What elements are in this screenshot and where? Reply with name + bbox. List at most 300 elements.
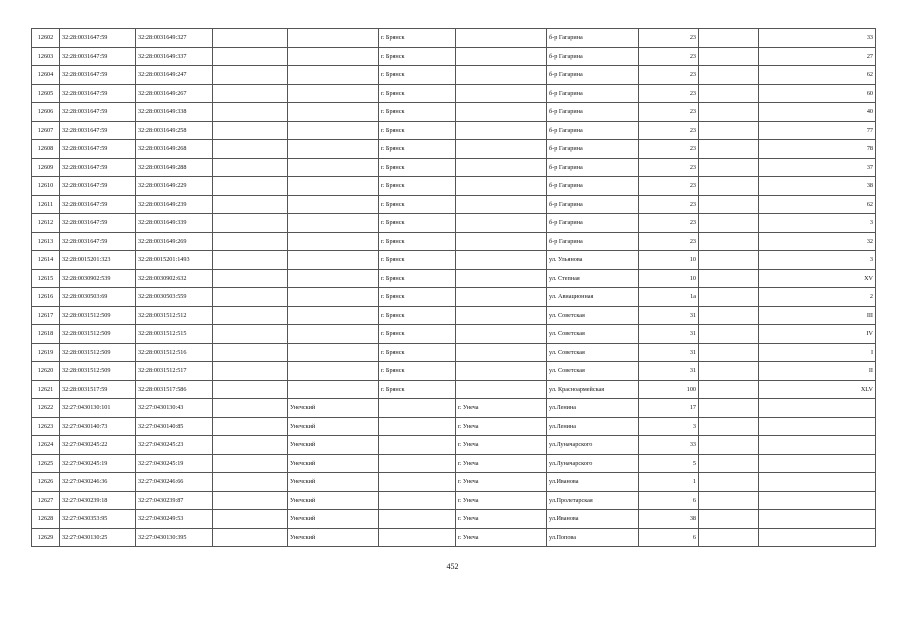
apartment-number-cell: 77 bbox=[759, 121, 876, 140]
table-row bbox=[32, 103, 876, 122]
street-cell: ул.Попова bbox=[547, 528, 639, 547]
house-number-cell: 100 bbox=[639, 380, 699, 399]
empty-cell bbox=[213, 528, 288, 547]
district-cell bbox=[288, 121, 379, 140]
row-number: 12623 bbox=[32, 417, 60, 436]
row-number: 12616 bbox=[32, 288, 60, 307]
town-cell bbox=[456, 343, 547, 362]
building-cell bbox=[699, 232, 759, 251]
town-cell bbox=[456, 380, 547, 399]
register-table-body bbox=[32, 29, 876, 547]
object-cadastral-number: 32:28:0031649:338 bbox=[136, 103, 213, 122]
empty-cell bbox=[213, 214, 288, 233]
row-number: 12614 bbox=[32, 251, 60, 270]
parcel-cadastral-number: 32:28:0031647:59 bbox=[60, 232, 136, 251]
object-cadastral-number: 32:27:0430246:66 bbox=[136, 473, 213, 492]
house-number-cell: 23 bbox=[639, 66, 699, 85]
parcel-cadastral-number: 32:28:0031647:59 bbox=[60, 103, 136, 122]
city-cell bbox=[379, 417, 456, 436]
district-cell: Унечский bbox=[288, 436, 379, 455]
building-cell bbox=[699, 528, 759, 547]
row-number: 12613 bbox=[32, 232, 60, 251]
empty-cell bbox=[213, 491, 288, 510]
empty-cell bbox=[213, 158, 288, 177]
apartment-number-cell bbox=[759, 399, 876, 418]
city-cell: г. Брянск bbox=[379, 269, 456, 288]
city-cell: г. Брянск bbox=[379, 121, 456, 140]
table-row bbox=[32, 362, 876, 381]
house-number-cell: 5 bbox=[639, 454, 699, 473]
district-cell bbox=[288, 84, 379, 103]
parcel-cadastral-number: 32:28:0031647:59 bbox=[60, 29, 136, 48]
table-row bbox=[32, 306, 876, 325]
apartment-number-cell: IV bbox=[759, 325, 876, 344]
house-number-cell: 23 bbox=[639, 29, 699, 48]
house-number-cell: 3 bbox=[639, 417, 699, 436]
city-cell: г. Брянск bbox=[379, 29, 456, 48]
street-cell: б-р Гагарина bbox=[547, 103, 639, 122]
parcel-cadastral-number: 32:28:0031647:59 bbox=[60, 121, 136, 140]
parcel-cadastral-number: 32:28:0030503:69 bbox=[60, 288, 136, 307]
table-row bbox=[32, 343, 876, 362]
table-row bbox=[32, 214, 876, 233]
empty-cell bbox=[213, 140, 288, 159]
house-number-cell: 31 bbox=[639, 362, 699, 381]
street-cell: ул. Ульянова bbox=[547, 251, 639, 270]
apartment-number-cell: 37 bbox=[759, 158, 876, 177]
table-row bbox=[32, 380, 876, 399]
district-cell: Унечский bbox=[288, 399, 379, 418]
apartment-number-cell bbox=[759, 454, 876, 473]
table-row bbox=[32, 436, 876, 455]
town-cell bbox=[456, 195, 547, 214]
house-number-cell: 6 bbox=[639, 491, 699, 510]
table-row bbox=[32, 288, 876, 307]
city-cell: г. Брянск bbox=[379, 325, 456, 344]
empty-cell bbox=[213, 325, 288, 344]
parcel-cadastral-number: 32:28:0031512:509 bbox=[60, 362, 136, 381]
row-number: 12617 bbox=[32, 306, 60, 325]
city-cell: г. Брянск bbox=[379, 251, 456, 270]
city-cell bbox=[379, 510, 456, 529]
city-cell bbox=[379, 436, 456, 455]
city-cell: г. Брянск bbox=[379, 288, 456, 307]
town-cell: г. Унеча bbox=[456, 528, 547, 547]
building-cell bbox=[699, 343, 759, 362]
parcel-cadastral-number: 32:27:0430130:25 bbox=[60, 528, 136, 547]
parcel-cadastral-number: 32:28:0031647:59 bbox=[60, 47, 136, 66]
row-number: 12621 bbox=[32, 380, 60, 399]
street-cell: ул. Советская bbox=[547, 325, 639, 344]
building-cell bbox=[699, 158, 759, 177]
building-cell bbox=[699, 399, 759, 418]
page-number: 452 bbox=[446, 562, 459, 571]
street-cell: б-р Гагарина bbox=[547, 47, 639, 66]
street-cell: ул. Степная bbox=[547, 269, 639, 288]
district-cell bbox=[288, 214, 379, 233]
house-number-cell: 17 bbox=[639, 399, 699, 418]
city-cell: г. Брянск bbox=[379, 66, 456, 85]
table-row bbox=[32, 399, 876, 418]
row-number: 12605 bbox=[32, 84, 60, 103]
street-cell: б-р Гагарина bbox=[547, 66, 639, 85]
city-cell bbox=[379, 528, 456, 547]
building-cell bbox=[699, 325, 759, 344]
row-number: 12622 bbox=[32, 399, 60, 418]
house-number-cell: 6 bbox=[639, 528, 699, 547]
parcel-cadastral-number: 32:28:0031647:59 bbox=[60, 158, 136, 177]
building-cell bbox=[699, 380, 759, 399]
table-row bbox=[32, 66, 876, 85]
table-row bbox=[32, 491, 876, 510]
house-number-cell: 33 bbox=[639, 436, 699, 455]
object-cadastral-number: 32:28:0031512:515 bbox=[136, 325, 213, 344]
street-cell: б-р Гагарина bbox=[547, 140, 639, 159]
parcel-cadastral-number: 32:27:0430246:36 bbox=[60, 473, 136, 492]
parcel-cadastral-number: 32:28:0031647:59 bbox=[60, 84, 136, 103]
building-cell bbox=[699, 473, 759, 492]
empty-cell bbox=[213, 380, 288, 399]
town-cell bbox=[456, 232, 547, 251]
building-cell bbox=[699, 417, 759, 436]
town-cell: г. Унеча bbox=[456, 454, 547, 473]
house-number-cell: 31 bbox=[639, 343, 699, 362]
empty-cell bbox=[213, 306, 288, 325]
house-number-cell: 23 bbox=[639, 232, 699, 251]
house-number-cell: 38 bbox=[639, 510, 699, 529]
row-number: 12615 bbox=[32, 269, 60, 288]
district-cell bbox=[288, 195, 379, 214]
building-cell bbox=[699, 195, 759, 214]
city-cell: г. Брянск bbox=[379, 195, 456, 214]
parcel-cadastral-number: 32:27:0430140:73 bbox=[60, 417, 136, 436]
empty-cell bbox=[213, 343, 288, 362]
empty-cell bbox=[213, 121, 288, 140]
empty-cell bbox=[213, 29, 288, 48]
house-number-cell: 23 bbox=[639, 121, 699, 140]
parcel-cadastral-number: 32:27:0430130:101 bbox=[60, 399, 136, 418]
parcel-cadastral-number: 32:28:0031512:509 bbox=[60, 343, 136, 362]
street-cell: б-р Гагарина bbox=[547, 158, 639, 177]
empty-cell bbox=[213, 269, 288, 288]
city-cell bbox=[379, 454, 456, 473]
apartment-number-cell: 32 bbox=[759, 232, 876, 251]
table-row bbox=[32, 84, 876, 103]
street-cell: ул.Луначарского bbox=[547, 454, 639, 473]
town-cell bbox=[456, 84, 547, 103]
town-cell: г. Унеча bbox=[456, 417, 547, 436]
house-number-cell: 23 bbox=[639, 214, 699, 233]
town-cell: г. Унеча bbox=[456, 473, 547, 492]
house-number-cell: 23 bbox=[639, 140, 699, 159]
street-cell: ул.Ленина bbox=[547, 399, 639, 418]
table-row bbox=[32, 454, 876, 473]
district-cell bbox=[288, 158, 379, 177]
row-number: 12606 bbox=[32, 103, 60, 122]
object-cadastral-number: 32:28:0031649:258 bbox=[136, 121, 213, 140]
street-cell: ул.Луначарского bbox=[547, 436, 639, 455]
object-cadastral-number: 32:27:0430140:85 bbox=[136, 417, 213, 436]
town-cell bbox=[456, 140, 547, 159]
apartment-number-cell bbox=[759, 473, 876, 492]
parcel-cadastral-number: 32:28:0031647:59 bbox=[60, 177, 136, 196]
parcel-cadastral-number: 32:27:0430245:19 bbox=[60, 454, 136, 473]
city-cell: г. Брянск bbox=[379, 158, 456, 177]
street-cell: б-р Гагарина bbox=[547, 84, 639, 103]
object-cadastral-number: 32:28:0031649:229 bbox=[136, 177, 213, 196]
table-row bbox=[32, 177, 876, 196]
building-cell bbox=[699, 47, 759, 66]
table-row bbox=[32, 473, 876, 492]
row-number: 12607 bbox=[32, 121, 60, 140]
district-cell: Унечский bbox=[288, 528, 379, 547]
empty-cell bbox=[213, 510, 288, 529]
street-cell: ул. Советская bbox=[547, 362, 639, 381]
building-cell bbox=[699, 214, 759, 233]
row-number: 12620 bbox=[32, 362, 60, 381]
city-cell: г. Брянск bbox=[379, 84, 456, 103]
table-row bbox=[32, 195, 876, 214]
district-cell bbox=[288, 177, 379, 196]
apartment-number-cell: 27 bbox=[759, 47, 876, 66]
district-cell bbox=[288, 288, 379, 307]
apartment-number-cell: 38 bbox=[759, 177, 876, 196]
building-cell bbox=[699, 29, 759, 48]
house-number-cell: 10 bbox=[639, 251, 699, 270]
parcel-cadastral-number: 32:28:0031517:59 bbox=[60, 380, 136, 399]
empty-cell bbox=[213, 66, 288, 85]
district-cell bbox=[288, 29, 379, 48]
apartment-number-cell: II bbox=[759, 362, 876, 381]
building-cell bbox=[699, 510, 759, 529]
city-cell: г. Брянск bbox=[379, 362, 456, 381]
city-cell bbox=[379, 473, 456, 492]
empty-cell bbox=[213, 288, 288, 307]
parcel-cadastral-number: 32:28:0015201:323 bbox=[60, 251, 136, 270]
house-number-cell: 23 bbox=[639, 158, 699, 177]
object-cadastral-number: 32:28:0031512:512 bbox=[136, 306, 213, 325]
street-cell: ул.Иванова bbox=[547, 473, 639, 492]
street-cell: ул. Советская bbox=[547, 306, 639, 325]
house-number-cell: 23 bbox=[639, 103, 699, 122]
row-number: 12628 bbox=[32, 510, 60, 529]
town-cell bbox=[456, 29, 547, 48]
row-number: 12612 bbox=[32, 214, 60, 233]
apartment-number-cell: III bbox=[759, 306, 876, 325]
building-cell bbox=[699, 251, 759, 270]
building-cell bbox=[699, 436, 759, 455]
street-cell: ул. Авиационная bbox=[547, 288, 639, 307]
district-cell bbox=[288, 140, 379, 159]
table-row bbox=[32, 140, 876, 159]
object-cadastral-number: 32:28:0031517:586 bbox=[136, 380, 213, 399]
town-cell bbox=[456, 47, 547, 66]
house-number-cell: 31 bbox=[639, 306, 699, 325]
apartment-number-cell: I bbox=[759, 343, 876, 362]
object-cadastral-number: 32:27:0430249:53 bbox=[136, 510, 213, 529]
table-row bbox=[32, 417, 876, 436]
apartment-number-cell: 33 bbox=[759, 29, 876, 48]
city-cell: г. Брянск bbox=[379, 140, 456, 159]
district-cell bbox=[288, 343, 379, 362]
town-cell: г. Унеча bbox=[456, 510, 547, 529]
city-cell bbox=[379, 399, 456, 418]
row-number: 12629 bbox=[32, 528, 60, 547]
building-cell bbox=[699, 177, 759, 196]
empty-cell bbox=[213, 417, 288, 436]
district-cell bbox=[288, 232, 379, 251]
row-number: 12610 bbox=[32, 177, 60, 196]
street-cell: б-р Гагарина bbox=[547, 214, 639, 233]
street-cell: б-р Гагарина bbox=[547, 121, 639, 140]
apartment-number-cell bbox=[759, 436, 876, 455]
table-row bbox=[32, 121, 876, 140]
table-row bbox=[32, 158, 876, 177]
building-cell bbox=[699, 84, 759, 103]
empty-cell bbox=[213, 454, 288, 473]
parcel-cadastral-number: 32:28:0030902:539 bbox=[60, 269, 136, 288]
town-cell bbox=[456, 121, 547, 140]
row-number: 12603 bbox=[32, 47, 60, 66]
parcel-cadastral-number: 32:28:0031647:59 bbox=[60, 214, 136, 233]
district-cell bbox=[288, 325, 379, 344]
district-cell bbox=[288, 306, 379, 325]
object-cadastral-number: 32:28:0031649:288 bbox=[136, 158, 213, 177]
apartment-number-cell: 40 bbox=[759, 103, 876, 122]
city-cell: г. Брянск bbox=[379, 103, 456, 122]
table-row bbox=[32, 269, 876, 288]
city-cell: г. Брянск bbox=[379, 380, 456, 399]
apartment-number-cell: 62 bbox=[759, 195, 876, 214]
parcel-cadastral-number: 32:28:0031647:59 bbox=[60, 140, 136, 159]
town-cell bbox=[456, 214, 547, 233]
house-number-cell: 23 bbox=[639, 177, 699, 196]
object-cadastral-number: 32:28:0031649:267 bbox=[136, 84, 213, 103]
table-row bbox=[32, 47, 876, 66]
row-number: 12624 bbox=[32, 436, 60, 455]
object-cadastral-number: 32:27:0430245:19 bbox=[136, 454, 213, 473]
district-cell bbox=[288, 269, 379, 288]
empty-cell bbox=[213, 177, 288, 196]
street-cell: ул.Пролетарская bbox=[547, 491, 639, 510]
building-cell bbox=[699, 269, 759, 288]
apartment-number-cell bbox=[759, 491, 876, 510]
object-cadastral-number: 32:28:0031649:247 bbox=[136, 66, 213, 85]
city-cell: г. Брянск bbox=[379, 47, 456, 66]
town-cell bbox=[456, 103, 547, 122]
building-cell bbox=[699, 362, 759, 381]
parcel-cadastral-number: 32:28:0031512:509 bbox=[60, 325, 136, 344]
object-cadastral-number: 32:27:0430130:43 bbox=[136, 399, 213, 418]
empty-cell bbox=[213, 232, 288, 251]
building-cell bbox=[699, 491, 759, 510]
town-cell bbox=[456, 251, 547, 270]
town-cell: г. Унеча bbox=[456, 491, 547, 510]
object-cadastral-number: 32:28:0030503:559 bbox=[136, 288, 213, 307]
district-cell: Унечский bbox=[288, 510, 379, 529]
register-table-container bbox=[31, 28, 875, 547]
row-number: 12618 bbox=[32, 325, 60, 344]
row-number: 12619 bbox=[32, 343, 60, 362]
apartment-number-cell: XV bbox=[759, 269, 876, 288]
object-cadastral-number: 32:28:0015201:1493 bbox=[136, 251, 213, 270]
object-cadastral-number: 32:27:0430130:395 bbox=[136, 528, 213, 547]
district-cell bbox=[288, 380, 379, 399]
district-cell bbox=[288, 362, 379, 381]
parcel-cadastral-number: 32:27:0430245:22 bbox=[60, 436, 136, 455]
town-cell bbox=[456, 158, 547, 177]
object-cadastral-number: 32:27:0430239:87 bbox=[136, 491, 213, 510]
object-cadastral-number: 32:28:0031512:517 bbox=[136, 362, 213, 381]
object-cadastral-number: 32:28:0031649:269 bbox=[136, 232, 213, 251]
building-cell bbox=[699, 140, 759, 159]
town-cell bbox=[456, 306, 547, 325]
apartment-number-cell: 2 bbox=[759, 288, 876, 307]
town-cell: г. Унеча bbox=[456, 436, 547, 455]
house-number-cell: 1а bbox=[639, 288, 699, 307]
row-number: 12626 bbox=[32, 473, 60, 492]
apartment-number-cell bbox=[759, 528, 876, 547]
empty-cell bbox=[213, 473, 288, 492]
district-cell: Унечский bbox=[288, 417, 379, 436]
table-row bbox=[32, 232, 876, 251]
parcel-cadastral-number: 32:28:0031647:59 bbox=[60, 66, 136, 85]
empty-cell bbox=[213, 399, 288, 418]
house-number-cell: 31 bbox=[639, 325, 699, 344]
row-number: 12602 bbox=[32, 29, 60, 48]
row-number: 12627 bbox=[32, 491, 60, 510]
building-cell bbox=[699, 288, 759, 307]
apartment-number-cell bbox=[759, 417, 876, 436]
street-cell: б-р Гагарина bbox=[547, 195, 639, 214]
town-cell bbox=[456, 269, 547, 288]
object-cadastral-number: 32:28:0031512:516 bbox=[136, 343, 213, 362]
row-number: 12608 bbox=[32, 140, 60, 159]
building-cell bbox=[699, 66, 759, 85]
house-number-cell: 10 bbox=[639, 269, 699, 288]
empty-cell bbox=[213, 436, 288, 455]
street-cell: б-р Гагарина bbox=[547, 232, 639, 251]
building-cell bbox=[699, 103, 759, 122]
town-cell bbox=[456, 177, 547, 196]
apartment-number-cell: 60 bbox=[759, 84, 876, 103]
house-number-cell: 1 bbox=[639, 473, 699, 492]
object-cadastral-number: 32:28:0031649:239 bbox=[136, 195, 213, 214]
register-table bbox=[31, 28, 876, 547]
table-row bbox=[32, 528, 876, 547]
object-cadastral-number: 32:28:0031649:339 bbox=[136, 214, 213, 233]
city-cell: г. Брянск bbox=[379, 232, 456, 251]
town-cell bbox=[456, 288, 547, 307]
apartment-number-cell: 3 bbox=[759, 214, 876, 233]
table-row bbox=[32, 251, 876, 270]
street-cell: б-р Гагарина bbox=[547, 29, 639, 48]
house-number-cell: 23 bbox=[639, 84, 699, 103]
table-row bbox=[32, 29, 876, 48]
empty-cell bbox=[213, 195, 288, 214]
house-number-cell: 23 bbox=[639, 195, 699, 214]
parcel-cadastral-number: 32:27:0430353:95 bbox=[60, 510, 136, 529]
row-number: 12604 bbox=[32, 66, 60, 85]
parcel-cadastral-number: 32:27:0430239:18 bbox=[60, 491, 136, 510]
town-cell bbox=[456, 66, 547, 85]
empty-cell bbox=[213, 47, 288, 66]
object-cadastral-number: 32:28:0031649:327 bbox=[136, 29, 213, 48]
object-cadastral-number: 32:28:0030902:632 bbox=[136, 269, 213, 288]
object-cadastral-number: 32:28:0031649:268 bbox=[136, 140, 213, 159]
object-cadastral-number: 32:28:0031649:337 bbox=[136, 47, 213, 66]
apartment-number-cell bbox=[759, 510, 876, 529]
